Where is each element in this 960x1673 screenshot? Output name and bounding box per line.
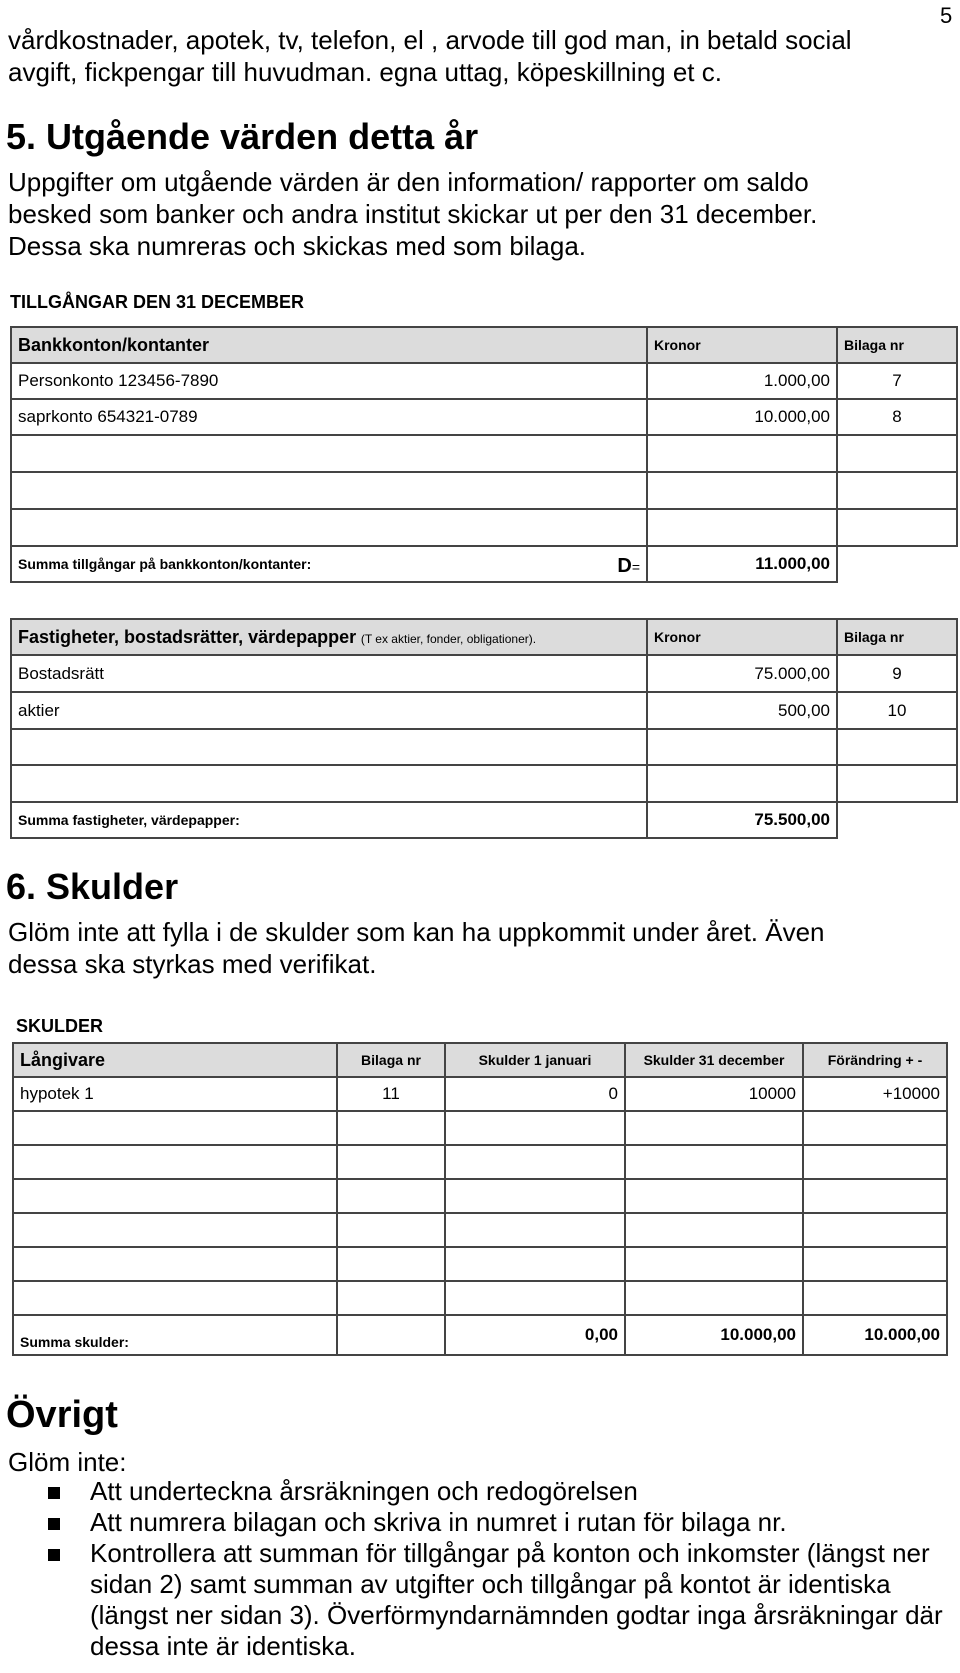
property-row-name[interactable]: Bostadsrätt <box>11 655 647 692</box>
bank-row-name[interactable]: Personkonto 123456-7890 <box>11 363 647 399</box>
property-col-name: Fastigheter, bostadsrätter, värdepapper <box>18 626 357 647</box>
table-row <box>13 1281 947 1315</box>
table-row <box>13 1213 947 1247</box>
bank-row-attachment[interactable]: 8 <box>837 399 957 435</box>
debts-col-attachment: Bilaga nr <box>337 1043 445 1077</box>
debts-row-jan[interactable] <box>445 1179 625 1213</box>
debts-row-attachment[interactable]: 11 <box>337 1077 445 1111</box>
debts-title: SKULDER <box>16 1016 104 1036</box>
debts-row-dec[interactable] <box>625 1145 803 1179</box>
square-bullet-icon <box>48 1549 60 1561</box>
property-row-attachment[interactable] <box>837 729 957 765</box>
debts-row-attachment[interactable] <box>337 1179 445 1213</box>
debts-row-dec[interactable] <box>625 1111 803 1145</box>
bank-row-amount[interactable] <box>647 509 837 546</box>
bank-col-account: Bankkonton/kontanter <box>11 327 647 363</box>
property-sum-row <box>11 802 957 838</box>
reminder-text: Kontrollera att summan för tillgångar på konton och inkomster (längst ner sidan 2) samt summan av utgifter och tillgångar på kontot är identiska (längst ner sidan 3). Överförmyndarnämnden godtar inga årsräkningar där dessa inte är identiska. <box>90 1538 943 1661</box>
bank-row-attachment[interactable]: 7 <box>837 363 957 399</box>
property-table <box>10 618 958 839</box>
debts-row-attachment[interactable] <box>337 1281 445 1315</box>
table-row <box>11 765 957 802</box>
bank-header-row <box>11 327 957 363</box>
property-row-amount[interactable] <box>647 729 837 765</box>
bank-sum-value: 11.000,00 <box>647 546 837 582</box>
table-row <box>13 1077 947 1111</box>
page-number: 5 <box>940 3 953 28</box>
bank-sum-marker-letter: D <box>617 555 632 577</box>
debts-row-jan[interactable] <box>445 1145 625 1179</box>
bank-col-attachment: Bilaga nr <box>837 327 957 363</box>
property-col-name-cell <box>11 619 647 655</box>
table-row <box>11 509 957 546</box>
property-header-row <box>11 619 957 655</box>
other-heading: Övrigt <box>6 1394 118 1436</box>
bank-row-name[interactable] <box>11 472 647 509</box>
bank-row-attachment[interactable] <box>837 435 957 472</box>
list-item <box>44 1538 954 1662</box>
bank-row-name[interactable] <box>11 509 647 546</box>
debts-row-dec[interactable] <box>625 1247 803 1281</box>
section6-heading: 6. Skulder <box>6 866 179 907</box>
debts-col-lender: Långivare <box>13 1043 337 1077</box>
other-intro: Glöm inte: <box>8 1447 127 1477</box>
table-row <box>11 729 957 765</box>
debts-row-change[interactable] <box>803 1213 947 1247</box>
bank-sum-label: Summa tillgångar på bankkonton/kontanter: <box>18 556 312 572</box>
debts-row-attachment[interactable] <box>337 1247 445 1281</box>
debts-sum-row <box>13 1315 947 1355</box>
property-sum-value: 75.500,00 <box>647 802 837 838</box>
square-bullet-icon <box>48 1487 60 1499</box>
debts-row-jan[interactable] <box>445 1247 625 1281</box>
section5-text-3: Dessa ska numreras och skickas med som bilaga. <box>8 231 587 261</box>
property-col-amount: Kronor <box>647 619 837 655</box>
bank-sum-label-cell <box>11 546 647 582</box>
debts-row-change[interactable] <box>803 1111 947 1145</box>
debts-row-attachment[interactable] <box>337 1111 445 1145</box>
list-item <box>44 1507 954 1538</box>
debts-row-lender[interactable] <box>13 1247 337 1281</box>
property-row-attachment[interactable]: 9 <box>837 655 957 692</box>
property-sum-label: Summa fastigheter, värdepapper: <box>11 802 647 838</box>
bank-col-amount: Kronor <box>647 327 837 363</box>
debts-row-lender[interactable] <box>13 1111 337 1145</box>
debts-row-change[interactable] <box>803 1145 947 1179</box>
reminder-text: Att numrera bilagan och skriva in numret i rutan för bilaga nr. <box>90 1507 787 1537</box>
table-row <box>11 472 957 509</box>
section5-text-1: Uppgifter om utgående värden är den information/ rapporter om saldo <box>8 167 809 197</box>
bank-row-attachment[interactable] <box>837 509 957 546</box>
bank-row-amount[interactable]: 10.000,00 <box>647 399 837 435</box>
section6-text-2: dessa ska styrkas med verifikat. <box>8 949 377 979</box>
section5-heading: 5. Utgående värden detta år <box>6 116 479 157</box>
debts-col-dec: Skulder 31 december <box>625 1043 803 1077</box>
reminder-text: Att underteckna årsräkningen och redogörelsen <box>90 1476 638 1506</box>
debts-sum-dec: 10.000,00 <box>625 1315 803 1355</box>
debts-row-lender[interactable] <box>13 1179 337 1213</box>
debts-sum-empty <box>337 1315 445 1355</box>
debts-row-lender[interactable] <box>13 1145 337 1179</box>
debts-row-attachment[interactable] <box>337 1145 445 1179</box>
table-row <box>11 435 957 472</box>
debts-col-jan: Skulder 1 januari <box>445 1043 625 1077</box>
debts-sum-jan: 0,00 <box>445 1315 625 1355</box>
table-row <box>13 1111 947 1145</box>
debts-row-change[interactable]: +10000 <box>803 1077 947 1111</box>
debts-header-row <box>13 1043 947 1077</box>
debts-row-jan[interactable] <box>445 1111 625 1145</box>
bank-sum-row <box>11 546 957 582</box>
bank-table <box>10 326 958 583</box>
property-row-amount[interactable] <box>647 765 837 802</box>
table-row <box>11 399 957 435</box>
bank-sum-empty <box>837 546 957 582</box>
debts-row-change[interactable] <box>803 1247 947 1281</box>
property-row-name[interactable]: aktier <box>11 692 647 729</box>
table-row <box>11 655 957 692</box>
debts-row-lender[interactable] <box>13 1281 337 1315</box>
intro-line-1: vårdkostnader, apotek, tv, telefon, el , arvode till god man, in betald social <box>8 25 852 55</box>
debts-row-jan[interactable]: 0 <box>445 1077 625 1111</box>
bank-sum-marker <box>617 555 640 578</box>
reminder-list <box>44 1476 954 1662</box>
debts-row-dec[interactable] <box>625 1179 803 1213</box>
debts-sum-label: Summa skulder: <box>13 1315 337 1355</box>
bank-sum-eq: = <box>631 559 640 575</box>
bank-row-amount[interactable]: 1.000,00 <box>647 363 837 399</box>
bank-row-amount[interactable] <box>647 435 837 472</box>
debts-row-jan[interactable] <box>445 1213 625 1247</box>
property-sum-empty <box>837 802 957 838</box>
table-row <box>11 692 957 729</box>
property-row-name[interactable] <box>11 765 647 802</box>
debts-row-dec[interactable] <box>625 1213 803 1247</box>
table-row <box>13 1145 947 1179</box>
assets-title: TILLGÅNGAR DEN 31 DECEMBER <box>10 292 305 312</box>
table-row <box>13 1247 947 1281</box>
property-row-name[interactable] <box>11 729 647 765</box>
debts-col-change: Förändring + - <box>803 1043 947 1077</box>
property-col-attachment: Bilaga nr <box>837 619 957 655</box>
property-row-attachment[interactable]: 10 <box>837 692 957 729</box>
debts-row-change[interactable] <box>803 1179 947 1213</box>
debts-row-dec[interactable]: 10000 <box>625 1077 803 1111</box>
bank-row-attachment[interactable] <box>837 472 957 509</box>
section6-text-1: Glöm inte att fylla i de skulder som kan ha uppkommit under året. Även <box>8 917 825 947</box>
debts-row-jan[interactable] <box>445 1281 625 1315</box>
intro-line-2: avgift, fickpengar till huvudman. egna uttag, köpeskillning et c. <box>8 57 722 87</box>
debts-row-lender[interactable]: hypotek 1 <box>13 1077 337 1111</box>
bank-row-name[interactable] <box>11 435 647 472</box>
bank-row-amount[interactable] <box>647 472 837 509</box>
debts-table <box>12 1042 948 1356</box>
property-row-amount[interactable]: 500,00 <box>647 692 837 729</box>
property-row-amount[interactable]: 75.000,00 <box>647 655 837 692</box>
bank-row-name[interactable]: saprkonto 654321-0789 <box>11 399 647 435</box>
square-bullet-icon <box>48 1518 60 1530</box>
debts-row-attachment[interactable] <box>337 1213 445 1247</box>
property-row-attachment[interactable] <box>837 765 957 802</box>
debts-row-dec[interactable] <box>625 1281 803 1315</box>
table-row <box>11 363 957 399</box>
property-col-note: (T ex aktier, fonder, obligationer). <box>360 631 537 646</box>
debts-row-change[interactable] <box>803 1281 947 1315</box>
debts-sum-change: 10.000,00 <box>803 1315 947 1355</box>
list-item <box>44 1476 954 1507</box>
debts-row-lender[interactable] <box>13 1213 337 1247</box>
section5-text-2: besked som banker och andra institut skickar ut per den 31 december. <box>8 199 818 229</box>
table-row <box>13 1179 947 1213</box>
